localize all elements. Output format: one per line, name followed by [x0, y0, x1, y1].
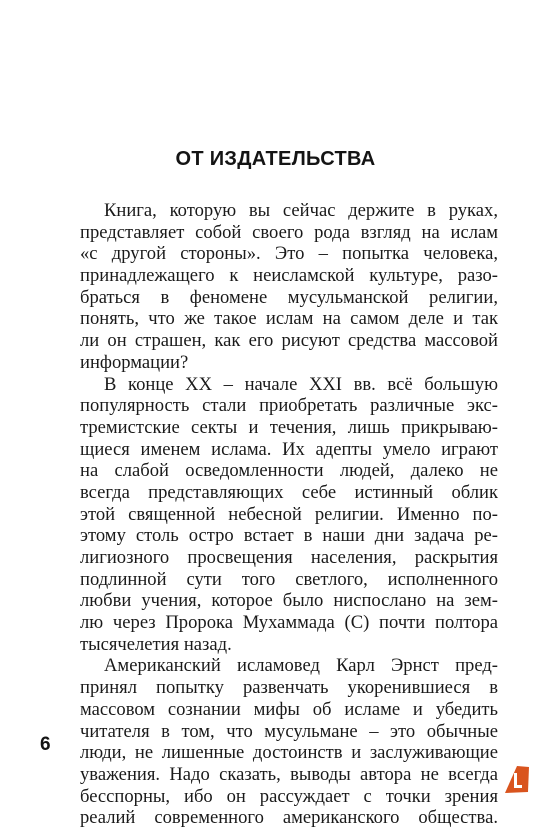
text-line: принял попытку развенчать укоренившиеся в — [80, 677, 498, 699]
text-line: на слабой осведомленности людей, далеко не — [80, 460, 498, 482]
text-line: читателя в том, что мусульмане – это обычные — [80, 720, 498, 742]
text-line: подлинной сути того светлого, исполненного — [80, 568, 498, 590]
body-text — [80, 200, 498, 829]
text-line: браться в феномене мусульманской религии, — [80, 286, 498, 308]
text-line: щиеся именем ислама. Их адепты умело играют — [80, 438, 498, 460]
text-line: принадлежащего к неисламской культуре, разо- — [80, 265, 498, 287]
text-line: тысячелетия назад. — [80, 633, 232, 655]
text-line: всегда представляющих себе истинный облик — [80, 481, 498, 503]
text-line: люди, не лишенные достоинств и заслуживающие — [80, 742, 498, 764]
section-heading: ОТ ИЗДАТЕЛЬСТВА — [175, 148, 376, 170]
text-line: лигиозного просвещения населения, раскрытия — [80, 547, 498, 568]
text-line: этой священной небесной религии. Именно по- — [80, 503, 498, 525]
paragraph — [80, 200, 498, 374]
litres-logo-icon — [502, 765, 532, 795]
text-line: массовом сознании мифы об исламе и убедить — [80, 698, 498, 720]
text-line: В конце XX – начале XXI вв. всё большую — [104, 373, 498, 395]
text-line: ли он страшен, как его рисуют средства массовой — [80, 330, 498, 352]
text-line: популярность стали приобретать различные экс- — [80, 395, 498, 417]
text-line: тремистские секты и течения, лишь прикрываю- — [80, 416, 498, 438]
text-line: представляет собой своего рода взгляд на ислам — [80, 221, 498, 243]
text-line: Американский исламовед Карл Эрнст пред- — [104, 655, 498, 677]
text-line: «с другой стороны». Это – попытка человека, — [80, 243, 498, 265]
text-line: бесспорны, ибо он рассуждает с точки зрения — [80, 785, 498, 807]
text-line: любви учения, которое было ниспослано на зем- — [80, 590, 498, 612]
text-line: реалий современного американского общества. — [80, 807, 498, 829]
text-line: уважения. Надо сказать, выводы автора не всегда — [80, 763, 498, 785]
paragraph — [80, 374, 498, 656]
page-number: 6 — [40, 734, 51, 755]
text-line: понять, что же такое ислам на самом деле и так — [80, 308, 498, 330]
text-line: этому столь остро встает в наши дни задача ре- — [80, 525, 498, 547]
text-line: Книга, которую вы сейчас держите в руках, — [104, 200, 498, 221]
text-line: информации? — [80, 351, 189, 373]
text-line: лю через Пророка Мухаммада (С) почти полтора — [80, 612, 498, 634]
paragraph — [80, 655, 498, 829]
